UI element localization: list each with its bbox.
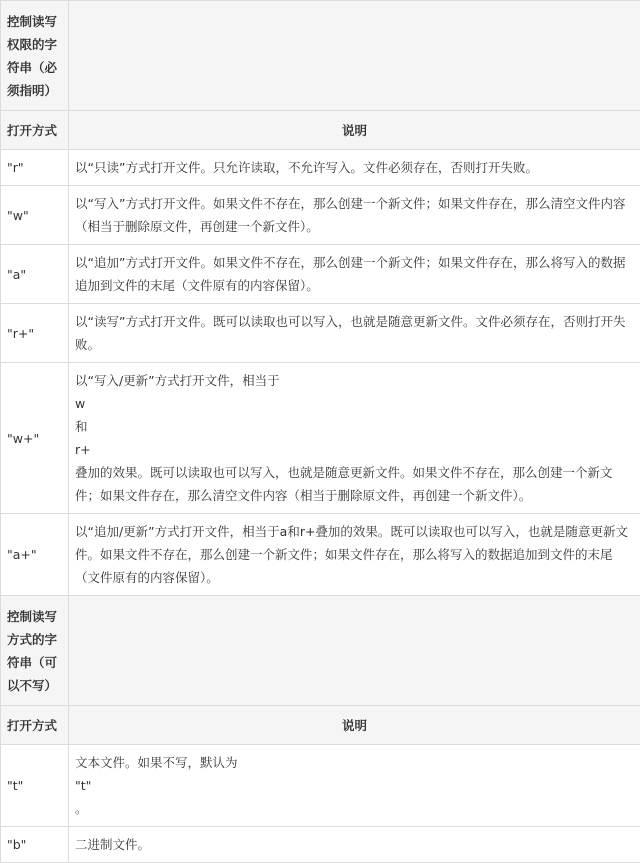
header-description: 说明 [69, 111, 640, 150]
description-cell [69, 186, 640, 245]
section-row-format [1, 596, 640, 706]
mode-cell: "r" [1, 150, 69, 186]
header-mode: 打开方式 [1, 706, 69, 745]
mode-cell: "a" [1, 245, 69, 304]
description-line: w [75, 392, 634, 415]
description-line: 。 [75, 797, 634, 820]
description-cell [69, 304, 640, 363]
table-row [1, 514, 640, 596]
header-mode: 打开方式 [1, 111, 69, 150]
description-cell [69, 245, 640, 304]
header-description: 说明 [69, 706, 640, 745]
description-line: 和 [75, 415, 634, 438]
table-row [1, 186, 640, 245]
description-line: 以“写入/更新”方式打开文件，相当于 [75, 369, 634, 392]
description-cell [69, 514, 640, 596]
mode-cell: "b" [1, 827, 69, 863]
description-cell [69, 363, 640, 514]
table-row [1, 245, 640, 304]
table-header-row [1, 111, 640, 150]
section-empty-cell [69, 596, 640, 706]
section-empty-cell [69, 1, 640, 111]
description-line: 叠加的效果。既可以读取也可以写入，也就是随意更新文件。如果文件不存在，那么创建一个新文件；如果文件存在，那么清空文件内容（相当于删除原文件，再创建一个新文件）。 [75, 461, 634, 507]
description-line: 文本文件。如果不写，默认为 [75, 751, 634, 774]
description-cell [69, 745, 640, 827]
section-row-access [1, 1, 640, 111]
description-line: 以“追加”方式打开文件。如果文件不存在，那么创建一个新文件；如果文件存在，那么将写入的数据追加到文件的末尾（文件原有的内容保留）。 [75, 251, 634, 297]
access-mode-rows [1, 150, 640, 596]
table-row [1, 150, 640, 186]
section-label-format: 控制读写方式的字符串（可以不写） [1, 596, 69, 706]
mode-cell: "w" [1, 186, 69, 245]
table-row [1, 363, 640, 514]
description-line: 二进制文件。 [75, 833, 634, 856]
table-row [1, 827, 640, 863]
mode-cell: "a+" [1, 514, 69, 596]
description-line: 以“追加/更新”方式打开文件，相当于a和r+叠加的效果。既可以读取也可以写入，也就是随意更新文件。如果文件不存在，那么创建一个新文件；如果文件存在，那么将写入的数据追加到文件的末尾（文件原有的内容保留）。 [75, 520, 634, 589]
table-row [1, 745, 640, 827]
mode-cell: "w+" [1, 363, 69, 514]
description-line: 以“写入”方式打开文件。如果文件不存在，那么创建一个新文件；如果文件存在，那么清空文件内容（相当于删除原文件，再创建一个新文件）。 [75, 192, 634, 238]
mode-cell: "r+" [1, 304, 69, 363]
section-label-access: 控制读写权限的字符串（必须指明） [1, 1, 69, 111]
mode-cell: "t" [1, 745, 69, 827]
description-line: r+ [75, 438, 634, 461]
format-mode-rows [1, 745, 640, 863]
description-cell [69, 827, 640, 863]
description-line: 以“读写”方式打开文件。既可以读取也可以写入，也就是随意更新文件。文件必须存在，否则打开失败。 [75, 310, 634, 356]
table-row [1, 304, 640, 363]
description-cell [69, 150, 640, 186]
description-line: "t" [75, 774, 634, 797]
description-line: 以“只读”方式打开文件。只允许读取，不允许写入。文件必须存在，否则打开失败。 [75, 156, 634, 179]
table-header-row [1, 706, 640, 745]
